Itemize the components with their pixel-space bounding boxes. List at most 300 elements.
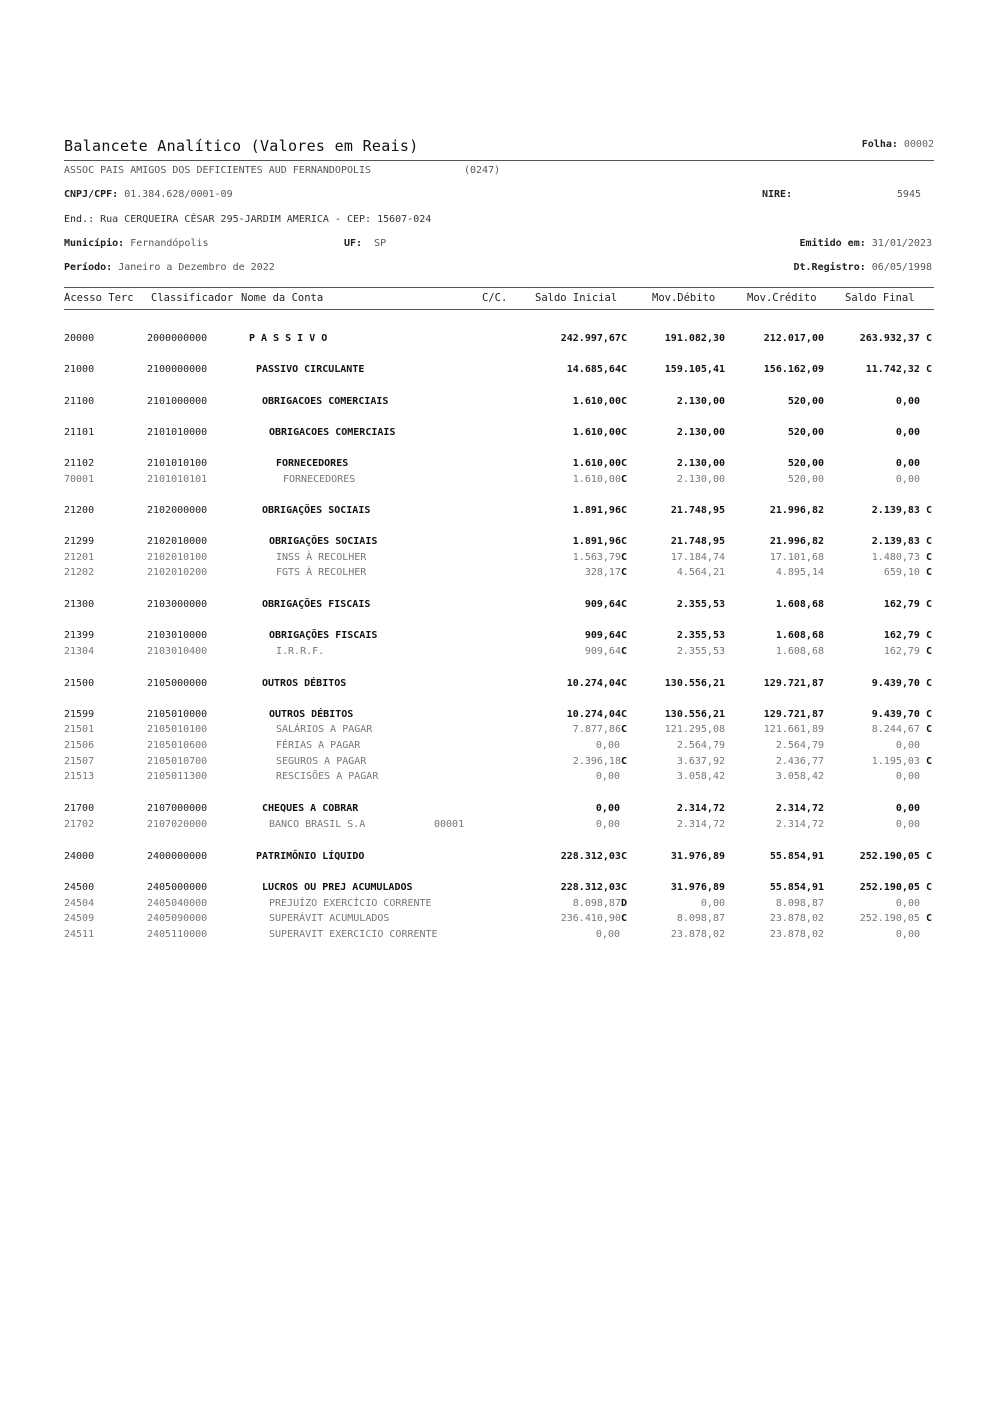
acesso-cell: 20000 (64, 333, 95, 344)
saldo-inicial-cell (567, 364, 627, 375)
saldo-final-value: 1.195,03 (871, 756, 920, 767)
mov-credito-cell: 156.162,09 (763, 364, 824, 375)
nome-cell: OBRIGAÇÕES SOCIAIS (262, 505, 371, 516)
saldo-inicial-cell (596, 740, 620, 751)
classificador-cell: 2101000000 (147, 396, 208, 407)
saldo-inicial-cell (585, 567, 627, 578)
nome-cell: PATRIMÔNIO LÍQUIDO (256, 851, 365, 862)
classificador-cell: 2107020000 (147, 819, 208, 830)
mov-debito-cell: 130.556,21 (664, 709, 725, 720)
mov-debito-cell: 2.355,53 (676, 630, 725, 641)
saldo-inicial-value: 1.610,00 (572, 458, 621, 469)
table-row (64, 724, 934, 738)
nome-cell: FORNECEDORES (276, 458, 349, 469)
saldo-inicial-value: 14.685,64 (566, 364, 621, 375)
table-row (64, 505, 934, 519)
mov-credito-cell: 520,00 (787, 427, 824, 438)
saldo-final-cell (860, 333, 932, 344)
saldo-final-dc: C (919, 630, 932, 641)
mov-debito-cell: 0,00 (700, 898, 725, 909)
saldo-final-value: 162,79 (883, 599, 920, 610)
table-row (64, 333, 934, 347)
mov-credito-cell: 121.661,89 (763, 724, 824, 735)
table-row (64, 646, 934, 660)
nome-cell: OBRIGAÇÕES FISCAIS (262, 599, 371, 610)
saldo-final-cell (872, 552, 932, 563)
saldo-final-cell (860, 851, 932, 862)
mov-credito-cell: 2.564,79 (775, 740, 824, 751)
nome-cell: OUTROS DÉBITOS (269, 709, 354, 720)
saldo-final-cell (896, 427, 920, 438)
saldo-final-dc: C (919, 364, 932, 375)
mov-credito-cell: 129.721,87 (763, 678, 824, 689)
saldo-final-value: 659,10 (883, 567, 920, 578)
saldo-final-cell (896, 803, 920, 814)
mov-debito-cell: 191.082,30 (664, 333, 725, 344)
nome-cell: BANCO BRASIL S.A (269, 819, 366, 830)
table-row (64, 913, 934, 927)
nome-cell: FGTS À RECOLHER (276, 567, 367, 578)
header-divider (64, 160, 934, 161)
table-row (64, 929, 934, 943)
saldo-inicial-cell (596, 819, 620, 830)
mov-debito-cell: 130.556,21 (664, 678, 725, 689)
table-row (64, 552, 934, 566)
nome-cell: INSS À RECOLHER (276, 552, 367, 563)
mov-debito-cell: 23.878,02 (670, 929, 725, 940)
saldo-final-cell (866, 364, 932, 375)
saldo-final-dc: C (919, 599, 932, 610)
saldo-final-value: 0,00 (895, 427, 920, 438)
table-row (64, 630, 934, 644)
report-title: Balancete Analítico (Valores em Reais) (64, 137, 419, 155)
nome-cell: OBRIGACOES COMERCIAIS (262, 396, 389, 407)
col-classificador: Classificador (151, 292, 234, 304)
acesso-cell: 21000 (64, 364, 95, 375)
columns-top-divider (64, 287, 934, 288)
saldo-final-cell (896, 458, 920, 469)
mov-credito-cell: 8.098,87 (775, 898, 824, 909)
saldo-final-cell (896, 474, 920, 485)
saldo-inicial-cell (573, 552, 627, 563)
saldo-final-cell (860, 913, 932, 924)
saldo-final-dc: C (919, 851, 932, 862)
saldo-final-value: 0,00 (895, 396, 920, 407)
saldo-inicial-value: 7.877,86 (572, 724, 621, 735)
saldo-inicial-dc: C (620, 474, 627, 485)
saldo-inicial-cell (596, 771, 620, 782)
saldo-inicial-dc: C (620, 396, 627, 407)
saldo-final-value: 0,00 (895, 898, 920, 909)
mov-debito-cell: 2.130,00 (676, 396, 725, 407)
saldo-final-cell (884, 567, 932, 578)
folha-value: 00002 (903, 139, 934, 150)
acesso-cell: 21399 (64, 630, 95, 641)
nome-cell: RESCISÕES A PAGAR (276, 771, 379, 782)
uf-line: UF: SP (344, 238, 387, 249)
saldo-inicial-cell (573, 505, 627, 516)
saldo-inicial-value: 228.312,03 (560, 882, 621, 893)
nome-cell: PASSIVO CIRCULANTE (256, 364, 365, 375)
table-row (64, 851, 934, 865)
mov-credito-cell: 520,00 (787, 396, 824, 407)
saldo-inicial-dc: C (620, 724, 627, 735)
mov-credito-cell: 55.854,91 (769, 882, 824, 893)
saldo-inicial-dc: C (620, 678, 627, 689)
mov-credito-cell: 23.878,02 (769, 929, 824, 940)
mov-credito-cell: 129.721,87 (763, 709, 824, 720)
saldo-final-value: 252.190,05 (859, 882, 920, 893)
mov-credito-cell: 1.608,68 (775, 630, 824, 641)
saldo-inicial-cell (585, 630, 627, 641)
saldo-inicial-value: 0,00 (595, 929, 620, 940)
saldo-inicial-value: 1.891,96 (572, 505, 621, 516)
col-saldo-inicial: Saldo Inicial (535, 292, 618, 304)
saldo-final-value: 162,79 (883, 630, 920, 641)
mov-debito-cell: 121.295,08 (664, 724, 725, 735)
nome-cell: FÉRIAS A PAGAR (276, 740, 361, 751)
saldo-final-value: 0,00 (895, 740, 920, 751)
saldo-final-cell (872, 709, 932, 720)
mov-credito-cell: 55.854,91 (769, 851, 824, 862)
saldo-final-dc: C (919, 567, 932, 578)
classificador-cell: 2105011300 (147, 771, 208, 782)
saldo-inicial-value: 0,00 (595, 740, 620, 751)
acesso-cell: 24509 (64, 913, 95, 924)
acesso-cell: 24500 (64, 882, 95, 893)
classificador-cell: 2000000000 (147, 333, 208, 344)
saldo-final-dc: C (919, 724, 932, 735)
saldo-inicial-cell (573, 724, 627, 735)
table-row (64, 474, 934, 488)
saldo-inicial-cell (573, 898, 627, 909)
mov-credito-cell: 17.101,68 (769, 552, 824, 563)
mov-debito-cell: 2.130,00 (676, 458, 725, 469)
saldo-final-dc: C (919, 333, 932, 344)
registro-line: Dt.Registro: 06/05/1998 (793, 262, 932, 273)
mov-credito-cell: 4.895,14 (775, 567, 824, 578)
saldo-inicial-dc: C (620, 567, 627, 578)
table-row (64, 678, 934, 692)
nire-value: 5945 (896, 189, 921, 200)
classificador-cell: 2103000000 (147, 599, 208, 610)
entity-code: (0247) (464, 165, 501, 176)
saldo-final-cell (872, 724, 932, 735)
mov-credito-cell: 3.058,42 (775, 771, 824, 782)
saldo-final-value: 0,00 (895, 771, 920, 782)
table-row (64, 819, 934, 833)
saldo-inicial-value: 242.997,67 (560, 333, 621, 344)
classificador-cell: 2102000000 (147, 505, 208, 516)
acesso-cell: 70001 (64, 474, 95, 485)
classificador-cell: 2105010100 (147, 724, 208, 735)
mov-debito-cell: 2.314,72 (676, 803, 725, 814)
classificador-cell: 2105010700 (147, 756, 208, 767)
table-row (64, 756, 934, 770)
saldo-inicial-dc: C (620, 552, 627, 563)
periodo-line: Período: Janeiro a Dezembro de 2022 (64, 262, 275, 273)
acesso-cell: 21101 (64, 427, 95, 438)
acesso-cell: 21507 (64, 756, 95, 767)
nome-cell: SUPERÁVIT ACUMULADOS (269, 913, 390, 924)
saldo-inicial-value: 236.410,90 (560, 913, 621, 924)
mov-credito-cell: 21.996,82 (769, 505, 824, 516)
table-row (64, 427, 934, 441)
saldo-inicial-cell (573, 474, 627, 485)
saldo-final-dc: C (919, 882, 932, 893)
saldo-inicial-cell (596, 803, 620, 814)
saldo-inicial-value: 909,64 (584, 630, 621, 641)
saldo-inicial-value: 10.274,04 (566, 678, 621, 689)
saldo-final-dc: C (919, 646, 932, 657)
table-row (64, 771, 934, 785)
acesso-cell: 21300 (64, 599, 95, 610)
mov-credito-cell: 1.608,68 (775, 599, 824, 610)
mov-debito-cell: 21.748,95 (670, 536, 725, 547)
saldo-inicial-dc: C (620, 427, 627, 438)
saldo-final-dc: C (919, 709, 932, 720)
classificador-cell: 2405110000 (147, 929, 208, 940)
mov-credito-cell: 2.314,72 (775, 803, 824, 814)
saldo-final-value: 0,00 (895, 929, 920, 940)
acesso-cell: 21501 (64, 724, 95, 735)
saldo-inicial-value: 0,00 (595, 771, 620, 782)
saldo-final-value: 263.932,37 (859, 333, 920, 344)
saldo-inicial-cell (585, 599, 627, 610)
classificador-cell: 2105010000 (147, 709, 208, 720)
table-row (64, 599, 934, 613)
saldo-final-value: 2.139,83 (871, 505, 920, 516)
nome-cell: OBRIGACOES COMERCIAIS (269, 427, 396, 438)
col-saldo-final: Saldo Final (845, 292, 915, 304)
saldo-inicial-dc: C (620, 646, 627, 657)
cnpj-line: CNPJ/CPF: 01.384.628/0001-09 (64, 189, 233, 200)
nome-cell: SUPERAVIT EXERCICIO CORRENTE (269, 929, 438, 940)
saldo-inicial-value: 1.610,00 (572, 474, 621, 485)
saldo-final-value: 162,79 (883, 646, 920, 657)
mov-debito-cell: 17.184,74 (670, 552, 725, 563)
acesso-cell: 21299 (64, 536, 95, 547)
mov-debito-cell: 2.355,53 (676, 646, 725, 657)
saldo-final-cell (896, 771, 920, 782)
acesso-cell: 24511 (64, 929, 95, 940)
mov-credito-cell: 520,00 (787, 458, 824, 469)
mov-credito-cell: 2.436,77 (775, 756, 824, 767)
acesso-cell: 21506 (64, 740, 95, 751)
saldo-inicial-cell (573, 427, 627, 438)
saldo-inicial-value: 1.610,00 (572, 427, 621, 438)
acesso-cell: 21201 (64, 552, 95, 563)
mov-debito-cell: 2.355,53 (676, 599, 725, 610)
saldo-final-value: 2.139,83 (871, 536, 920, 547)
saldo-final-value: 0,00 (895, 474, 920, 485)
saldo-final-dc: C (919, 505, 932, 516)
acesso-cell: 21513 (64, 771, 95, 782)
classificador-cell: 2105000000 (147, 678, 208, 689)
nome-cell: LUCROS OU PREJ ACUMULADOS (262, 882, 413, 893)
acesso-cell: 21100 (64, 396, 95, 407)
mov-credito-cell: 1.608,68 (775, 646, 824, 657)
saldo-final-cell (884, 630, 932, 641)
mov-credito-cell: 2.314,72 (775, 819, 824, 830)
table-row (64, 740, 934, 754)
mov-debito-cell: 2.130,00 (676, 427, 725, 438)
saldo-inicial-value: 1.891,96 (572, 536, 621, 547)
saldo-final-value: 0,00 (895, 803, 920, 814)
saldo-inicial-value: 0,00 (595, 803, 620, 814)
saldo-inicial-cell (573, 536, 627, 547)
col-acesso: Acesso Terc (64, 292, 134, 304)
saldo-inicial-value: 2.396,18 (572, 756, 621, 767)
acesso-cell: 21500 (64, 678, 95, 689)
address-line: End.: Rua CERQUEIRA CÉSAR 295-JARDIM AMERICA - CEP: 15607-024 (64, 214, 432, 225)
classificador-cell: 2400000000 (147, 851, 208, 862)
saldo-inicial-cell (561, 882, 627, 893)
col-mov-debito: Mov.Débito (652, 292, 716, 304)
saldo-final-dc: C (919, 913, 932, 924)
saldo-final-value: 9.439,70 (871, 678, 920, 689)
mov-debito-cell: 31.976,89 (670, 882, 725, 893)
table-row (64, 803, 934, 817)
saldo-final-value: 0,00 (895, 458, 920, 469)
saldo-inicial-cell (585, 646, 627, 657)
classificador-cell: 2103010000 (147, 630, 208, 641)
saldo-final-cell (884, 646, 932, 657)
nome-cell: OBRIGAÇÕES FISCAIS (269, 630, 378, 641)
table-row (64, 898, 934, 912)
saldo-final-cell (896, 898, 920, 909)
saldo-inicial-dc: C (620, 851, 627, 862)
mov-debito-cell: 159.105,41 (664, 364, 725, 375)
saldo-final-value: 8.244,67 (871, 724, 920, 735)
saldo-final-value: 11.742,32 (865, 364, 920, 375)
saldo-final-value: 9.439,70 (871, 709, 920, 720)
saldo-inicial-dc: C (620, 709, 627, 720)
saldo-inicial-cell (561, 913, 627, 924)
saldo-final-cell (884, 599, 932, 610)
nome-cell: OUTROS DÉBITOS (262, 678, 347, 689)
saldo-inicial-dc: C (620, 882, 627, 893)
saldo-final-value: 252.190,05 (859, 913, 920, 924)
nome-cell: OBRIGAÇÕES SOCIAIS (269, 536, 378, 547)
extra-code-cell: 00001 (434, 819, 465, 830)
saldo-final-value: 0,00 (895, 819, 920, 830)
mov-debito-cell: 31.976,89 (670, 851, 725, 862)
acesso-cell: 21200 (64, 505, 95, 516)
emitido-line: Emitido em: 31/01/2023 (799, 238, 932, 249)
mov-debito-cell: 2.130,00 (676, 474, 725, 485)
mov-debito-cell: 3.637,92 (676, 756, 725, 767)
acesso-cell: 24504 (64, 898, 95, 909)
mov-credito-cell: 21.996,82 (769, 536, 824, 547)
classificador-cell: 2102010000 (147, 536, 208, 547)
saldo-inicial-value: 10.274,04 (566, 709, 621, 720)
saldo-inicial-dc: C (620, 333, 627, 344)
saldo-inicial-cell (573, 396, 627, 407)
mov-credito-cell: 520,00 (787, 474, 824, 485)
classificador-cell: 2105010600 (147, 740, 208, 751)
nome-cell: CHEQUES A COBRAR (262, 803, 359, 814)
saldo-inicial-cell (561, 333, 627, 344)
saldo-final-cell (896, 929, 920, 940)
saldo-final-value: 1.480,73 (871, 552, 920, 563)
saldo-inicial-dc: C (620, 505, 627, 516)
mov-debito-cell: 8.098,87 (676, 913, 725, 924)
classificador-cell: 2101010100 (147, 458, 208, 469)
nome-cell: SALÁRIOS A PAGAR (276, 724, 373, 735)
saldo-inicial-dc: C (620, 364, 627, 375)
col-mov-credito: Mov.Crédito (747, 292, 817, 304)
saldo-inicial-cell (573, 458, 627, 469)
nome-cell: PREJUÍZO EXERCÍCIO CORRENTE (269, 898, 432, 909)
saldo-inicial-cell (596, 929, 620, 940)
saldo-final-dc: C (919, 536, 932, 547)
nome-cell: SEGUROS A PAGAR (276, 756, 367, 767)
saldo-inicial-dc: C (620, 756, 627, 767)
classificador-cell: 2103010400 (147, 646, 208, 657)
saldo-final-cell (872, 505, 932, 516)
table-row (64, 536, 934, 550)
table-row (64, 458, 934, 472)
acesso-cell: 24000 (64, 851, 95, 862)
entity-name: ASSOC PAIS AMIGOS DOS DEFICIENTES AUD FERNANDOPOLIS (64, 165, 372, 176)
table-row (64, 882, 934, 896)
mov-debito-cell: 21.748,95 (670, 505, 725, 516)
saldo-inicial-value: 0,00 (595, 819, 620, 830)
nome-cell: I.R.R.F. (276, 646, 325, 657)
saldo-final-cell (896, 819, 920, 830)
saldo-final-cell (896, 396, 920, 407)
saldo-inicial-cell (567, 709, 627, 720)
acesso-cell: 21304 (64, 646, 95, 657)
nire-label: NIRE: (762, 189, 793, 200)
nome-cell: P A S S I V O (249, 333, 328, 344)
col-nome: Nome da Conta (241, 292, 324, 304)
saldo-final-cell (860, 882, 932, 893)
saldo-final-dc: C (919, 756, 932, 767)
saldo-inicial-dc: C (620, 536, 627, 547)
mov-debito-cell: 4.564,21 (676, 567, 725, 578)
saldo-final-value: 252.190,05 (859, 851, 920, 862)
folha-label: Folha: (861, 139, 898, 150)
acesso-cell: 21599 (64, 709, 95, 720)
municipio-line: Município: Fernandópolis (64, 238, 209, 249)
classificador-cell: 2102010200 (147, 567, 208, 578)
table-row (64, 396, 934, 410)
page-number (862, 139, 934, 150)
classificador-cell: 2102010100 (147, 552, 208, 563)
saldo-final-cell (872, 756, 932, 767)
acesso-cell: 21202 (64, 567, 95, 578)
acesso-cell: 21702 (64, 819, 95, 830)
classificador-cell: 2405040000 (147, 898, 208, 909)
mov-credito-cell: 212.017,00 (763, 333, 824, 344)
saldo-final-cell (872, 678, 932, 689)
classificador-cell: 2107000000 (147, 803, 208, 814)
saldo-inicial-dc: C (620, 599, 627, 610)
saldo-final-cell (872, 536, 932, 547)
classificador-cell: 2101010000 (147, 427, 208, 438)
mov-debito-cell: 2.314,72 (676, 819, 725, 830)
classificador-cell: 2100000000 (147, 364, 208, 375)
saldo-inicial-value: 1.610,00 (572, 396, 621, 407)
saldo-inicial-value: 909,64 (584, 599, 621, 610)
table-row (64, 709, 934, 723)
saldo-inicial-dc: C (620, 630, 627, 641)
saldo-inicial-value: 228.312,03 (560, 851, 621, 862)
saldo-inicial-cell (567, 678, 627, 689)
saldo-inicial-dc: D (620, 898, 627, 909)
